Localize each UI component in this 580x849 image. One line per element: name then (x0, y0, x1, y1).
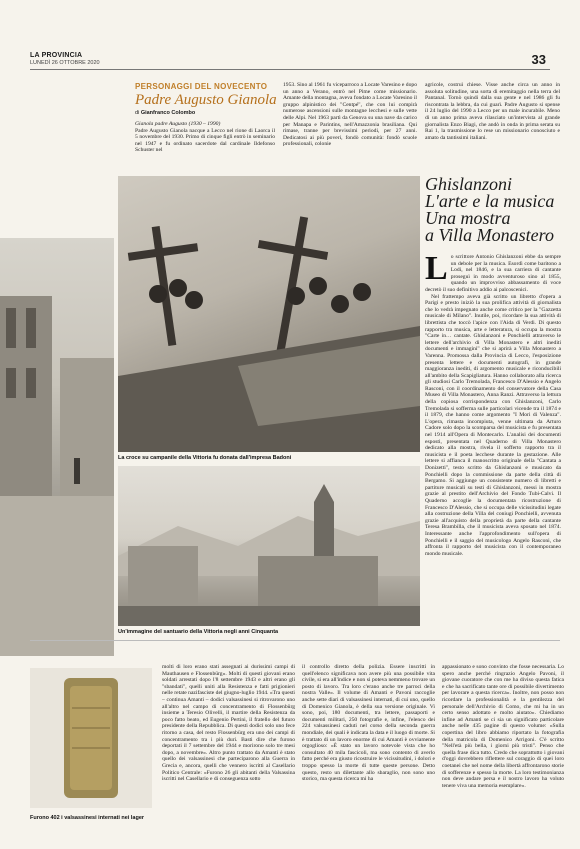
header-rule (30, 69, 550, 70)
byline-prefix: di (135, 110, 140, 116)
obituary-col1-text: Padre Augusto Gianola nacque a Lecco nel rione di Laorca il 5 novembre del 1930. Primo di cinque figli entrò in seminario nel 1947 e fu ordinato sacerdote dal cardinale Ildefonso Schuster nel (135, 127, 275, 154)
issue-date: LUNEDÌ 26 OTTOBRE 2020 (30, 60, 100, 66)
lager-column-1 (162, 664, 295, 834)
feature-title-line-3: Una mostra (425, 208, 511, 228)
obituary-lead: Gianola padre Augusto (1930 – 1990) (135, 121, 221, 127)
byline-author: Gianfranco Colombo (140, 110, 196, 116)
section-divider (30, 640, 560, 641)
obituary-column-2 (283, 82, 417, 180)
feature-dropcap: L (425, 254, 448, 287)
page-number: 33 (531, 52, 546, 67)
obituary-col2-text: 1953. Sino al 1961 fu viceparroco a Locate Varesino e dopo un anno a Verano, entrò nel Pime come missionario. Amante della montagna, aveva fondato a Locate Varesino il gruppo alpinistico dei "Centpé", che con lui compirà numerose ascensioni sulle montagne lecchesi e sulle vette delle Alpi. Nel 1963 partì da Genova su una nave da carico per Manapa e Parintins, nell'Amazzonia brasiliana. Qui rimase, tranne per brevissimi periodi, per 27 anni. Dedicatosi ai più poveri, fondò comunità: fondò scuole professionali, colonie (283, 82, 417, 148)
feature-lead: o scrittore Antonio Ghislanzoni ebbe da sempre un debole per la musica. Esordì come baritono a Lodi, nel 1846, e la sua carriera di cantante proseguì in modo avventuroso sino al 1855, quando un improvviso abbassamento di voce decretò il suo definitivo addio ai palcoscenici. (425, 254, 561, 293)
obituary-col3-text: agricole, costruì chiese. Visse anche circa un anno in assoluta solitudine, una sorta di eremitaggio nella terra del Pantanal. Tornò quindi dalla sua gente e nel 1986 gli fu riscontrata la lebbra, da cui guarì. Padre Augusto si spense il 24 luglio del 1990 a Lecco per un male incurabile. Meno di un anno prima aveva rilasciato un'intervista al grande giornalista Enzo Biagi, che andò in onda in prima serata su Rai 1, la trasmissione lo rese un missionario conosciuto e amato da tantissimi italiani. (425, 82, 560, 141)
obituary-title: Padre Augusto Gianola (135, 92, 277, 108)
small-photo-caption: Furono 402 i valsassinesi internati nei lager (30, 815, 145, 821)
feature-body-column (425, 254, 561, 634)
cross-bell-tower-photo (118, 176, 420, 452)
lager-column-2 (302, 664, 435, 834)
obituary-kicker: PERSONAGGI DEL NOVECENTO (135, 82, 268, 91)
feature-body: Nel frattempo aveva già scritto un libretto d'opera a Parigi e presto iniziò la sua prolifica attività di giornalista che lo vedrà impegnato anche come critico per la "Gazzetta musicale di Milano". Inutile, poi, ricordare la sua attività di librettista che toccò l'apice con l'Aida di Verdi. Di questo rapporto tra musica, arte e letteratura, si occupa la mostra "Carte in… cantate. Ghislanzoni e Ponchielli attraverso le lettere dell'archivio di Villa Monastero e altri inediti documenti e immagini" che si aprirà a Villa Monastero a Varenna. Promossa dalla Provincia di Lecco, l'esposizione presenta lettere e documenti autografi, in grande maggioranza inediti, di argomento musicale e riconducibili all'ambito della Scapigliatura. Hanno collaborato alla ricerca gli studiosi Carlo Tremolada, Francesco D'Alessio e Angelo Rasconi, con il coordinamento del conservatore della Casa Museo di Villa Monastero, Anna Ranzi. Attraverso la lettura della copiosa corrispondenza con Ghislanzoni, Carlo Tremolada si sofferma sulle particolari vicende tra il 1874 e il 1879, che hanno come argomento "I Mori di Valenza". L'opera, rimasta incompiuta, venne ultimata da Arturo Cadore solo dopo la scomparsa del musicista e fu presentata nel 1914 all'Opera di Montecarlo. L'analisi dei documenti esposti, presentata nel Quaderno di Villa Monastero dedicato alla mostra, rivela il sofferto rapporto tra il musicista e il poeta lecchese durante la gestazione. Alle lettere si affianca il manoscritto originale della "Cantata a Donizetti", testo scritto da Ghislanzoni e musicato da Ponchielli dopo la commissione da parte della città di Bergamo. Si aggiunge un consistente numero di libretti e partiture musicali su testi di Ghislanzoni, messi in mostra grazie al prestito dell'Archivio del Fondo Tubi-Calvi. Il Quaderno accoglie la documentata ricostruzione di Francesco D'Alessio, che si occupa delle vicissitudini legate alla costruzione della Villa del coniugi Ponchielli, avvenuta grazie all'acquisto della proprietà da parte della cantante Teresa Brambilla, che il musicista aveva sposato nel 1874. Interessante anche l'approfondimento sull'opera di Ponchielli e il saggio del musicologo Angelo Rasconi, che affronta il rapporto del musicista con il contemporaneo mondo musicale. (425, 293, 561, 557)
lager-col1-text: molti di loro erano stati assegnati ai durissimi campi di Mauthausen e Flossenbürg». Molti di questi giovani erano soldati arrestati dopo l'8 settembre 1943 e altri erano gli "sbandati", quelli uniti alla Resistenza e fatti prigionieri nelle retate nazifasciste del giugno-luglio 1944. «Tra questi – continua Amanti – dodici valsassinesi si ritrovarono uno all'altro nel campo di concentramento di Flossenbürg insieme a Teresio Olivelli, il martire della Resistenza da poco fatto beato, ed Eugenio Pertini, il fratello del futuro presidente della Repubblica. Di questi dodici solo uno fece ritorno a casa, del resto Flossenbürg era uno dei campi di concentramento tra i più duri. Basti dire che furono deportati il 7 settembre del 1944 e morirono solo tre mesi dopo, a novembre». Altro punto trattato da Amanti è stato quello dei valsassinesi che parteciparono alla Guerra in Grecia e, ancora, quelli che vennero iscritti al Casellario Politico Centrale: «Furono 26 gli abitanti della Valsassina iscritti nel Casellario e di conseguenza sotto (162, 664, 295, 783)
newspaper-brand: LA PROVINCIA (30, 52, 83, 59)
feature-title-line-1: Ghislanzoni (425, 174, 513, 194)
bell-tower-photo-strip (0, 238, 114, 656)
obituary-column-3 (425, 82, 560, 170)
sanctuary-photo (118, 466, 420, 626)
obituary-column-1 (135, 121, 275, 181)
lager-col2-text: il controllo diretto della polizia. Essere inscritti in quell'elenco significava non avere più una possibile vita civile, si era all'indice e non si poteva nemmeno trovare un posto di lavoro. Tra loro c'erano anche tre parroci della nostra Valle». Il volume di Amanti e Pavoni raccoglie anche sette diari di valsassinesi internati, di cui uno, quello di Domenico Gianola, è della sua versione originale. Vi sono, poi, 180 documenti, tra lettere, passaporti e documenti militari, 250 fotografie e, infine, l'elenco dei 224 valsassinesi caduti nel corso della seconda guerra mondiale, dei quali è indicata la data e il luogo di morte. Si è trattato di un lavoro enorme di cui Amanti è ovviamente orgoglioso: «È stato un lavoro notevole vista che ho consultato 40 mila fascicoli, ma sono contento di averlo fatto perché era giusto ricostruire le vicissitudini, i dolori e troppo spesso la morte di tutte queste persone. Detto questo, resto un dilettante allo sbaraglio, non sono uno storico, ma questa ricerca mi ha (302, 664, 435, 783)
bottom-photo-caption: Un'immagine del santuario della Vittoria negli anni Cinquanta (118, 629, 279, 635)
lager-column-3 (442, 664, 564, 834)
feature-title (425, 176, 565, 244)
lager-tag-photo (30, 668, 152, 808)
obituary-byline (135, 110, 195, 116)
top-photo-caption: La croce su campanile della Vittoria fu donata dall'impresa Badoni (118, 455, 292, 461)
lager-col3-text: appassionato e sono convinto che fosse necessaria. Lo spero anche perché ringrazio Angelo Pavoni, il giovane cuoratore che con me ha diviso questa fatica e che ha sacrificato tante ore di possibile divertimento per lavorare a questa ricerca». Inoltre, non posso non ricordare la professionalità e la gentilezza del personale dell'Archivio di Como, che mi ha in un certo senso adottato e molto aiutato». Chiediamo infine ad Amanti se ci sia un significato particolare anche nelle 435 pagine di questo volume: «Sulla copertina del libro abbiamo riportato la fotografia della matricola di Domenico Arrigoni. C'è scritto "Nell'età più bella, i giorni più tristi". Penso che quella frase dica tutto. Credo che soprattutto i giovani d'oggi dovrebbero riflettere sul coraggio di quei loro coetanei che nel nome della libertà affrontarono storie di sofferenze e spesso la morte. La loro testimonianza non deve andare persa e il nostro lavoro ha voluto tenere viva una memoria esemplare». (442, 664, 564, 789)
feature-title-line-2: L'arte e la musica (425, 191, 555, 211)
feature-title-line-4: a Villa Monastero (425, 225, 554, 245)
